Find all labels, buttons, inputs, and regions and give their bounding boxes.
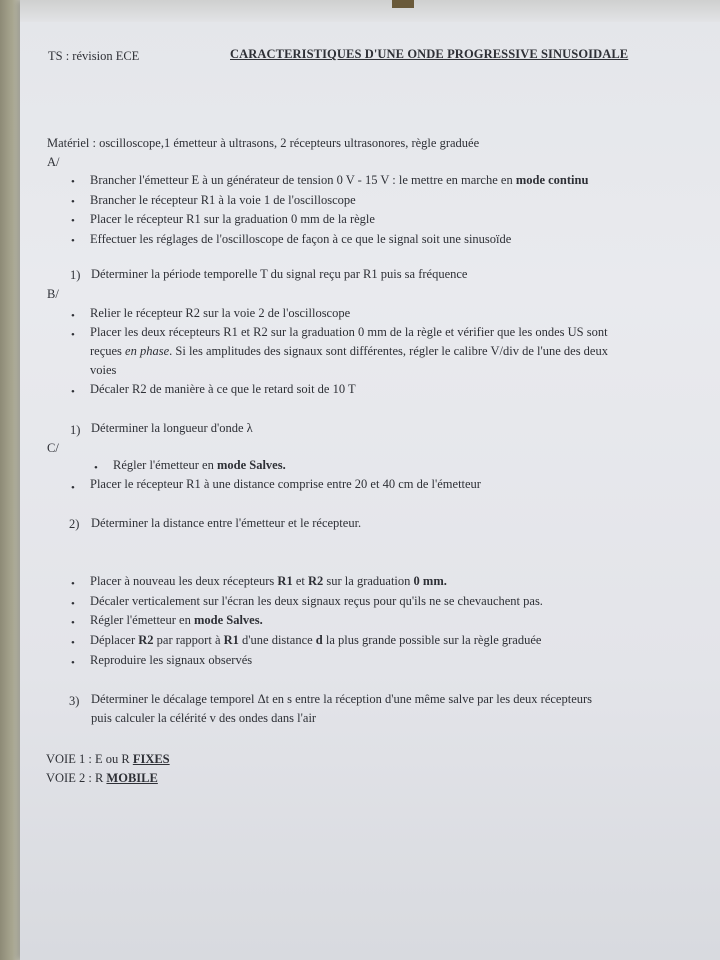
bullet-icon: • [71,235,75,247]
section-b-bullet-1: Relier le récepteur R2 sur la voie 2 de l'oscilloscope [90,306,351,320]
section-d-question-line-2: puis calculer la célérité v des ondes dans l'air [91,711,317,725]
section-b-bullet-2-line-1: Placer les deux récepteurs R1 et R2 sur la graduation 0 mm de la règle et vérifier que les ondes US sont [90,325,608,339]
section-a-bullet-1: Brancher l'émetteur E à un générateur de tension 0 V - 15 V : le mettre en marche en mode continu [90,173,589,187]
section-a-bullet-4: Effectuer les réglages de l'oscilloscope de façon à ce que le signal soit une sinusoïde [90,232,512,246]
page-top-fold [20,0,720,22]
section-d-question-line-1: Déterminer le décalage temporel Δt en s entre la réception d'une même salve par les deux récepteurs [91,692,593,706]
bullet-icon: • [71,310,75,322]
paper-clip [392,0,414,8]
bullet-icon: • [71,196,75,208]
section-d-bullet-2: Décaler verticalement sur l'écran les deux signaux reçus pour qu'ils ne se chevauchent pas. [90,594,543,608]
bullet-icon: • [71,617,75,629]
section-c-bullet-2: Placer le récepteur R1 à une distance comprise entre 20 et 40 cm de l'émetteur [90,477,481,491]
question-number: 3) [69,694,80,708]
section-a-bullet-2: Brancher le récepteur R1 à la voie 1 de l'oscilloscope [90,193,356,207]
question-number: 1) [70,268,81,282]
bullet-icon: • [71,215,75,227]
section-c-question: Déterminer la distance entre l'émetteur et le récepteur. [91,516,362,530]
question-number: 2) [69,517,80,531]
bullet-icon: • [71,657,75,669]
bullet-icon: • [71,329,75,341]
voie-1: VOIE 1 : E ou R FIXES [46,752,170,766]
bullet-icon: • [71,386,75,398]
section-c-bullet-1: Régler l'émetteur en mode Salves. [113,458,286,472]
bullet-icon: • [94,462,98,474]
section-c-label: C/ [47,441,59,455]
section-b-bullet-3: Décaler R2 de manière à ce que le retard soit de 10 T [90,382,356,396]
bullet-icon: • [71,578,75,590]
question-number: 1) [70,423,81,437]
section-b-bullet-2-line-3: voies [90,363,117,377]
bullet-icon: • [71,598,75,610]
section-a-label: A/ [47,155,60,169]
bullet-icon: • [71,176,75,188]
document-title: CARACTERISTIQUES D'UNE ONDE PROGRESSIVE SINUSOIDALE [230,47,629,61]
section-d-bullet-4: Déplacer R2 par rapport à R1 d'une distance d la plus grande possible sur la règle graduée [90,633,542,647]
voie-2: VOIE 2 : R MOBILE [46,771,158,785]
section-a-question: Déterminer la période temporelle T du signal reçu par R1 puis sa fréquence [91,267,468,281]
bullet-icon: • [71,482,75,494]
section-a-bullet-3: Placer le récepteur R1 sur la graduation 0 mm de la règle [90,212,375,226]
bullet-icon: • [71,637,75,649]
section-d-bullet-1: Placer à nouveau les deux récepteurs R1 et R2 sur la graduation 0 mm. [90,574,447,588]
section-d-bullet-5: Reproduire les signaux observés [90,653,253,667]
section-d-bullet-3: Régler l'émetteur en mode Salves. [90,613,263,627]
section-b-question: Déterminer la longueur d'onde λ [91,421,253,435]
course-label: TS : révision ECE [48,49,140,63]
materiel-line: Matériel : oscilloscope,1 émetteur à ultrasons, 2 récepteurs ultrasonores, règle graduée [47,136,480,150]
section-b-bullet-2-line-2: reçues en phase. Si les amplitudes des signaux sont différentes, régler le calibre V/div de l'une des deux [90,344,608,358]
section-b-label: B/ [47,287,59,301]
